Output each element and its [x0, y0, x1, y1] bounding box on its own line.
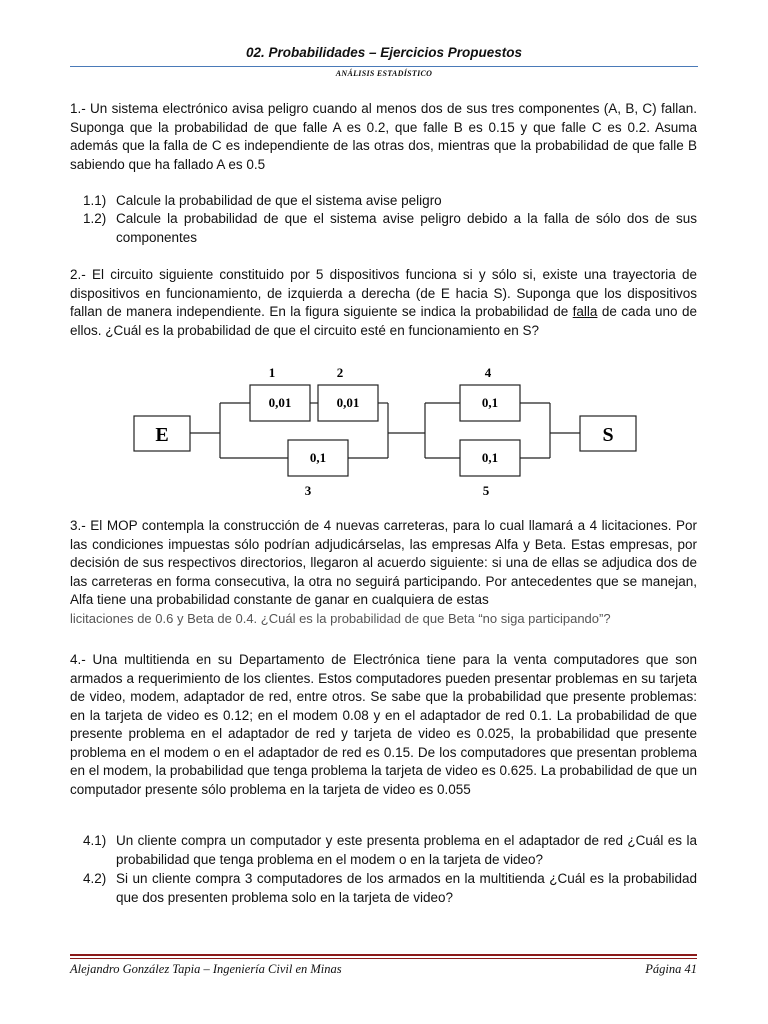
- header-divider: [70, 66, 698, 67]
- node-E-label: E: [155, 424, 169, 446]
- exercise-2-text-part-2: de cada uno de ellos. ¿Cuál es la probabilidad de que el circuito esté en funcionamiento en S?: [70, 304, 697, 338]
- footer-divider-thin: [70, 958, 697, 959]
- device-1-value: 0,01: [268, 395, 292, 410]
- item-number: 4.2): [83, 871, 107, 886]
- footer-author: Alejandro González Tapia – Ingeniería Civil en Minas: [70, 962, 342, 976]
- circuit-diagram: [130, 360, 640, 500]
- exercise-2-text: [70, 266, 697, 340]
- item-number: 1.1): [83, 193, 107, 208]
- item-text: Un cliente compra un computador y este presenta problema en el adaptador de red ¿Cuál es la probabilidad que tenga problema en el modem o en la tarjeta de video?: [116, 833, 697, 867]
- device-3-id: 3: [304, 483, 312, 498]
- device-3-value: 0,1: [309, 450, 327, 465]
- exercise-2-underlined-word: falla: [572, 304, 598, 319]
- item-text: Calcule la probabilidad de que el sistema avise peligro debido a la falla de sólo dos de sus componentes: [116, 211, 697, 245]
- device-5-value: 0,1: [481, 450, 499, 465]
- device-5-id: 5: [482, 483, 490, 498]
- exercise-1-item-1: [83, 192, 697, 211]
- page-header-title: 02. Probabilidades – Ejercicios Propuestos: [245, 45, 523, 60]
- device-2-id: 2: [336, 365, 344, 380]
- item-number: 1.2): [83, 211, 107, 226]
- exercise-4-item-2: [83, 870, 697, 907]
- node-S-label: S: [602, 424, 614, 446]
- exercise-1-text: 1.- Un sistema electrónico avisa peligro cuando al menos dos de sus tres componentes (A, B, C) fallan. Suponga que la probabilidad de que falle A es 0.2, que falle B es 0.15 y que falle C es 0.2. Asuma además que la falla de C es independiente de las otras dos, mientras que la probabilidad de que falle B sabiendo que ha fallado A es 0.5: [70, 101, 697, 172]
- exercise-3-last-line: licitaciones de 0.6 y Beta de 0.4. ¿Cuál es la probabilidad de que Beta “no siga participando”?: [70, 611, 611, 626]
- footer-page-number: Página 41: [645, 962, 697, 976]
- item-text: Calcule la probabilidad de que el sistema avise peligro: [116, 193, 442, 208]
- device-2-value: 0,01: [336, 395, 360, 410]
- device-4-value: 0,1: [481, 395, 499, 410]
- footer-divider: [70, 954, 697, 956]
- exercise-4-item-1: [83, 832, 697, 869]
- item-number: 4.1): [83, 833, 107, 848]
- exercise-2-text-part-1: 2.- El circuito siguiente constituido por 5 dispositivos funciona si y sólo si, existe una trayectoria de dispositivos en funcionamiento, de izquierda a derecha (de E hacia S). Suponga que los dispositivos fallan de manera independiente. En la figura siguiente se indica la probabilidad de: [70, 267, 697, 319]
- page-header-subtitle: ANÁLISIS ESTADÍSTICO: [335, 69, 433, 78]
- exercise-1-item-2: [83, 210, 697, 247]
- exercise-4-text: 4.- Una multitienda en su Departamento de Electrónica tiene para la venta computadores que son armados a requerimiento de los clientes. Estos computadores pueden presentar problemas en su tarjeta de video, modem, adaptador de red, entre otros. Se sabe que la probabilidad que presente problemas: en la tarjeta de video es 0.12; en el modem 0.08 y en el adaptador de red 0.1. La probabilidad de que presente problema en el adaptador de red y tarjeta de video es 0.025, la probabilidad que presente problema en el modem o en el adaptador de red es 0.15. De los computadores que presentan problema en el modem, la probabilidad que tenga problema la tarjeta de video es 0.625. La probabilidad de que un computador presente sólo problema en la tarjeta de video es 0.055: [70, 652, 697, 797]
- item-text: Si un cliente compra 3 computadores de los armados en la multitienda ¿Cuál es la probabilidad que dos presenten problema solo en la tarjeta de video?: [116, 871, 697, 905]
- exercise-3-text: 3.- El MOP contempla la construcción de 4 nuevas carreteras, para lo cual llamará a 4 licitaciones. Por las condiciones impuestas sólo podrían adjudicárselas, las empresas Alfa y Beta. Estas empresas, por decisión de sus respectivos directorios, llegaron al acuerdo siguiente: si una de ellas se adjudica dos de las carreteras en forma consecutiva, la otra no seguirá participando. Por antecedentes que se manejan, Alfa tiene una probabilidad constante de ganar en cualquiera de estas: [70, 518, 697, 607]
- device-4-id: 4: [484, 365, 492, 380]
- device-1-id: 1: [268, 365, 276, 380]
